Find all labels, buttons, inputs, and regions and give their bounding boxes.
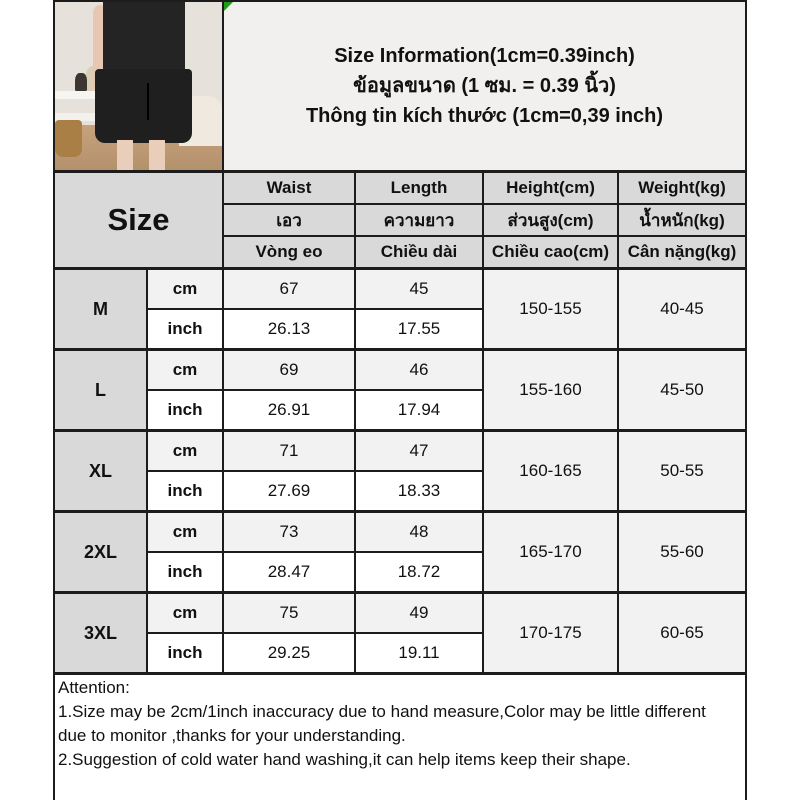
- col-header-length-vi: Chiều dài: [355, 236, 483, 269]
- table-row-l-cm: [54, 350, 746, 391]
- size-chart-table: [53, 0, 747, 800]
- length-inch-l: 17.94: [355, 390, 483, 431]
- col-header-height-th: ส่วนสูง(cm): [483, 204, 618, 236]
- size-label-2xl: 2XL: [54, 512, 147, 593]
- header-row-english: [54, 172, 746, 205]
- waist-cm-xl: 71: [223, 431, 355, 472]
- photo-model-leg: [149, 140, 166, 170]
- col-header-length-en: Length: [355, 172, 483, 205]
- product-photo: [55, 2, 222, 170]
- col-header-weight-th: น้ำหนัก(kg): [618, 204, 746, 236]
- waist-cm-m: 67: [223, 269, 355, 310]
- weight-range-l: 45-50: [618, 350, 746, 431]
- photo-vase: [75, 73, 87, 91]
- size-label-l: L: [54, 350, 147, 431]
- length-cm-3xl: 49: [355, 593, 483, 634]
- attention-cell: [54, 674, 746, 800]
- height-range-3xl: 170-175: [483, 593, 618, 674]
- unit-label-cm: cm: [147, 593, 223, 634]
- unit-label-inch: inch: [147, 471, 223, 512]
- attention-heading: Attention:: [58, 678, 130, 697]
- photo-drawstring: [147, 83, 149, 120]
- waist-inch-m: 26.13: [223, 309, 355, 350]
- photo-black-shorts: [95, 69, 192, 143]
- height-range-l: 155-160: [483, 350, 618, 431]
- attention-row: [54, 674, 746, 800]
- waist-cm-2xl: 73: [223, 512, 355, 553]
- size-label-xl: XL: [54, 431, 147, 512]
- weight-range-xl: 50-55: [618, 431, 746, 512]
- title-cell: [223, 1, 746, 172]
- col-header-waist-en: Waist: [223, 172, 355, 205]
- unit-label-cm: cm: [147, 431, 223, 472]
- weight-range-2xl: 55-60: [618, 512, 746, 593]
- col-header-weight-en: Weight(kg): [618, 172, 746, 205]
- length-cm-2xl: 48: [355, 512, 483, 553]
- attention-note-1: 1.Size may be 2cm/1inch inaccuracy due to hand measure,Color may be little different due to monitor ,thanks for your understanding.: [58, 702, 706, 745]
- top-row: [54, 1, 746, 172]
- length-inch-2xl: 18.72: [355, 552, 483, 593]
- col-header-height-vi: Chiều cao(cm): [483, 236, 618, 269]
- waist-inch-3xl: 29.25: [223, 633, 355, 674]
- title-english: Size Information(1cm=0.39inch): [334, 45, 635, 67]
- photo-wicker-basket: [55, 120, 82, 157]
- length-inch-m: 17.55: [355, 309, 483, 350]
- height-range-2xl: 165-170: [483, 512, 618, 593]
- attention-note-2: 2.Suggestion of cold water hand washing,it can help items keep their shape.: [58, 750, 631, 769]
- unit-label-cm: cm: [147, 512, 223, 553]
- title-thai: ข้อมูลขนาด (1 ซม. = 0.39 นิ้ว): [353, 75, 616, 97]
- title-vietnamese: Thông tin kích thước (1cm=0,39 inch): [305, 105, 664, 127]
- length-inch-3xl: 19.11: [355, 633, 483, 674]
- length-inch-xl: 18.33: [355, 471, 483, 512]
- weight-range-3xl: 60-65: [618, 593, 746, 674]
- height-range-m: 150-155: [483, 269, 618, 350]
- table-row-3xl-cm: [54, 593, 746, 634]
- waist-inch-xl: 27.69: [223, 471, 355, 512]
- col-header-length-th: ความยาว: [355, 204, 483, 236]
- waist-cm-3xl: 75: [223, 593, 355, 634]
- table-row-xl-cm: [54, 431, 746, 472]
- photo-model-leg: [117, 140, 134, 170]
- waist-inch-l: 26.91: [223, 390, 355, 431]
- col-header-weight-vi: Cân nặng(kg): [618, 236, 746, 269]
- unit-label-inch: inch: [147, 309, 223, 350]
- length-cm-m: 45: [355, 269, 483, 310]
- col-header-waist-vi: Vòng eo: [223, 236, 355, 269]
- col-header-height-en: Height(cm): [483, 172, 618, 205]
- unit-label-cm: cm: [147, 269, 223, 310]
- size-label-m: M: [54, 269, 147, 350]
- waist-inch-2xl: 28.47: [223, 552, 355, 593]
- size-header-cell: Size: [54, 172, 223, 269]
- unit-label-inch: inch: [147, 552, 223, 593]
- unit-label-inch: inch: [147, 390, 223, 431]
- length-cm-l: 46: [355, 350, 483, 391]
- col-header-waist-th: เอว: [223, 204, 355, 236]
- height-range-xl: 160-165: [483, 431, 618, 512]
- length-cm-xl: 47: [355, 431, 483, 472]
- unit-label-cm: cm: [147, 350, 223, 391]
- weight-range-m: 40-45: [618, 269, 746, 350]
- unit-label-inch: inch: [147, 633, 223, 674]
- waist-cm-l: 69: [223, 350, 355, 391]
- size-label-3xl: 3XL: [54, 593, 147, 674]
- green-corner-flag-icon: [224, 2, 233, 11]
- product-photo-cell: [54, 1, 223, 172]
- table-row-2xl-cm: [54, 512, 746, 553]
- table-row-m-cm: [54, 269, 746, 310]
